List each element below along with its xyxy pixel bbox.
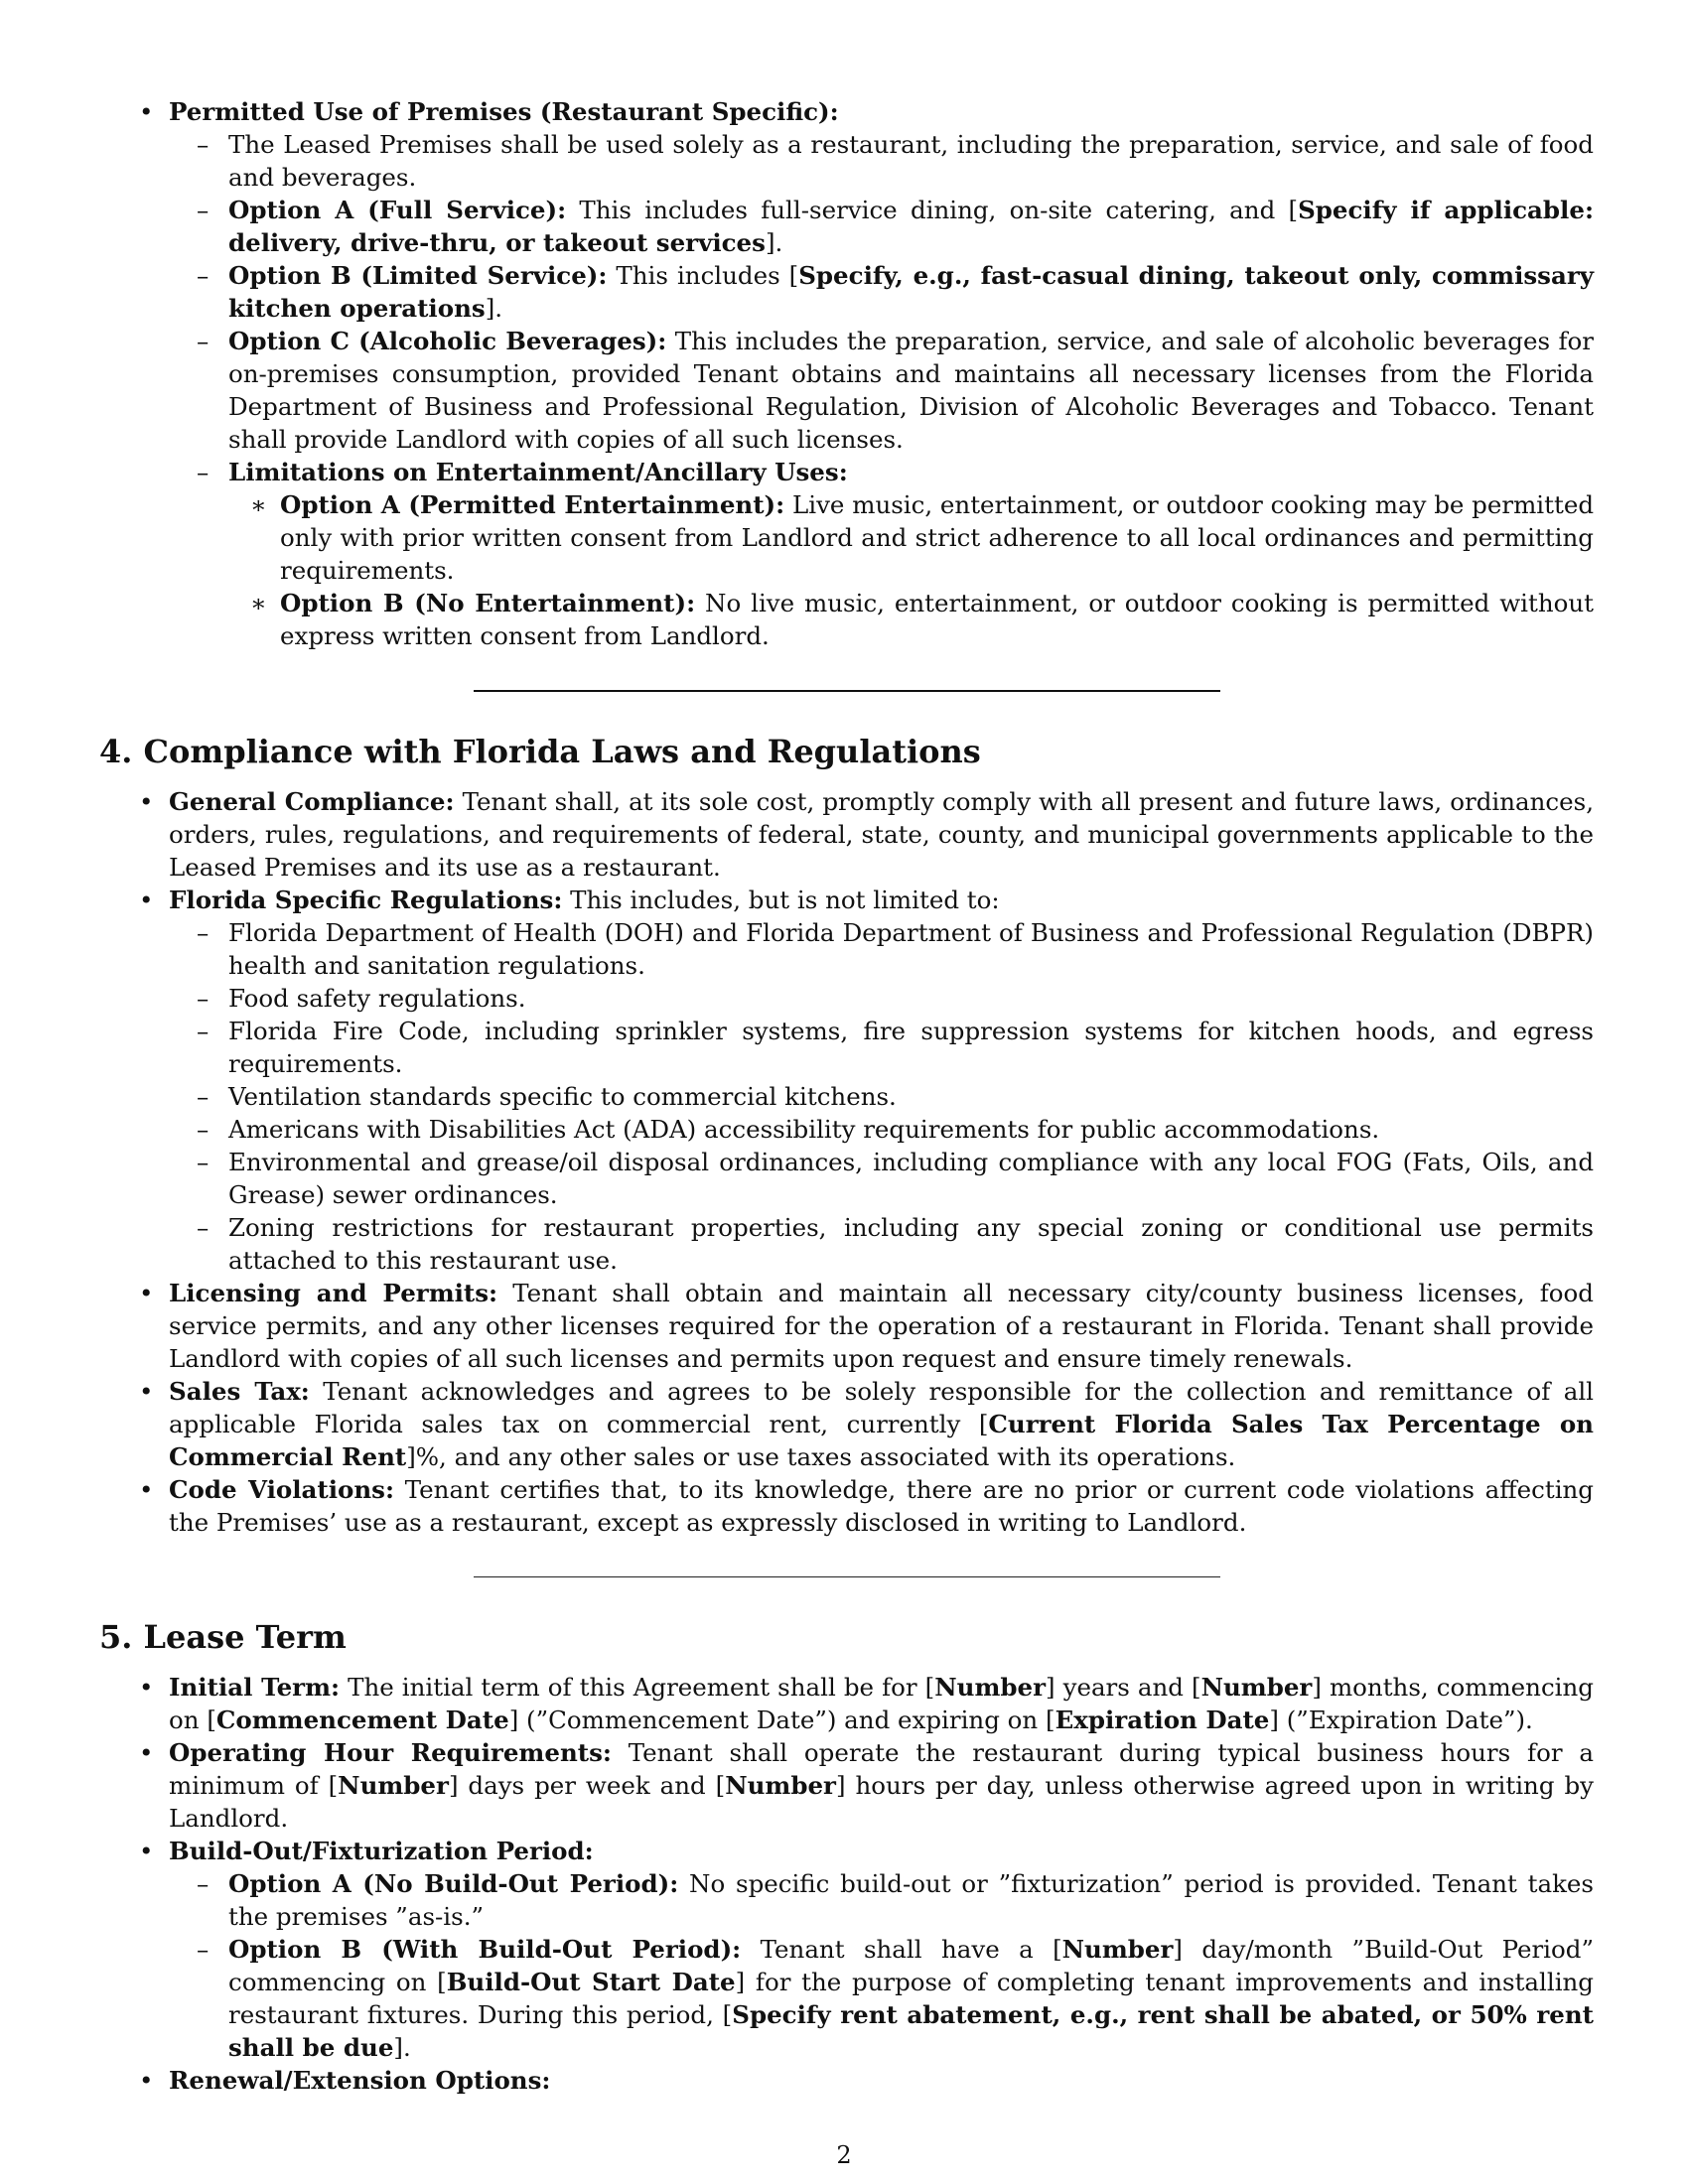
list-item — [169, 1113, 1594, 1146]
section-heading-compliance: 4. Compliance with Florida Laws and Regulations — [99, 733, 981, 770]
bullet-icon: • — [139, 1738, 154, 1767]
list-item — [169, 1080, 1594, 1113]
item-text: No specific build-out or ”fixturization” period is provided. Tenant takes the premises ”as-is.” — [228, 1869, 1594, 1931]
asterisk-icon: ∗ — [250, 490, 267, 519]
list-item-option-a — [169, 194, 1594, 259]
dash-icon: – — [197, 196, 210, 224]
bullet-icon: • — [139, 1279, 154, 1307]
placeholder-field: Number — [725, 1771, 836, 1800]
item-text: ] days per week and [ — [448, 1771, 726, 1800]
item-text: ] day/month ”Build-Out Period” commencing on [ — [228, 1935, 1594, 1996]
item-text: This includes the preparation, service, and sale of alcoholic beverages for on-premises consumption, provided Tenant obtains and maintains all necessary licenses from the Florida Department of Business and Professional Regulation, Division of Alcoholic Beverages and Tobacco. Tenant shall provide Landlord with copies of all such licenses. — [228, 327, 1595, 454]
placeholder-field: Specify, e.g., fast-casual dining, takeout only, commissary kitchen operations — [228, 261, 1594, 323]
list-item — [169, 916, 1594, 982]
permitted-use-sublist — [169, 128, 1594, 652]
dash-icon: – — [197, 918, 210, 947]
placeholder-field: Commencement Date — [215, 1706, 509, 1734]
bullet-icon: • — [139, 97, 154, 126]
item-text: ]. — [765, 228, 783, 257]
item-label: Limitations on Entertainment/Ancillary Uses: — [228, 458, 848, 486]
item-text: ] hours per day, unless otherwise agreed upon in writing by Landlord. — [169, 1771, 1594, 1833]
list-item-initial-term — [99, 1671, 1594, 1736]
item-text: No live music, entertainment, or outdoor cooking is permitted without express written consent from Landlord. — [280, 589, 1595, 650]
dash-icon: – — [197, 1148, 210, 1176]
item-text: Florida Fire Code, including sprinkler systems, fire suppression systems for kitchen hoods, and egress requirements. — [228, 1017, 1594, 1078]
list-item-entertainment-a — [228, 488, 1594, 587]
list-item — [169, 982, 1594, 1015]
item-label: Operating Hour Requirements: — [169, 1738, 612, 1767]
section3-list — [99, 95, 1594, 652]
placeholder-field: Specify rent abatement, e.g., rent shall be abated, or 50% rent shall be due — [228, 2000, 1594, 2062]
placeholder-field: Current Florida Sales Tax Percentage on Commercial Rent — [169, 1410, 1594, 1471]
section-heading-lease-term: 5. Lease Term — [99, 1618, 347, 1656]
item-label: General Compliance: — [169, 787, 455, 816]
item-text: ] years and [ — [1046, 1673, 1201, 1702]
list-item — [169, 128, 1594, 194]
list-item — [169, 1146, 1594, 1211]
florida-regulations-sublist — [169, 916, 1594, 1277]
item-text: Tenant shall, at its sole cost, promptly comply with all present and future laws, ordinances, orders, rules, regulations, and requirements of federal, state, county, and municipal governments applicable to the Leased Premises and its use as a restaurant. — [169, 787, 1594, 882]
build-out-sublist — [169, 1867, 1594, 2064]
item-label: Licensing and Permits: — [169, 1279, 498, 1307]
item-text: This includes, but is not limited to: — [562, 886, 1000, 914]
item-label: Option B (Limited Service): — [228, 261, 608, 290]
item-text: Ventilation standards specific to commercial kitchens. — [228, 1082, 897, 1111]
bullet-icon: • — [139, 886, 154, 914]
bullet-icon: • — [139, 1837, 154, 1865]
item-text: This includes [ — [607, 261, 799, 290]
dash-icon: – — [197, 261, 210, 290]
dash-icon: – — [197, 130, 210, 159]
item-text: Live music, entertainment, or outdoor cooking may be permitted only with prior written consent from Landlord and strict adherence to all local ordinances and permitting requirements. — [280, 490, 1595, 585]
item-text: Tenant shall have a [ — [741, 1935, 1062, 1964]
dash-icon: – — [197, 1115, 210, 1144]
item-text: The Leased Premises shall be used solely as a restaurant, including the preparation, service, and sale of food and beverages. — [228, 130, 1594, 192]
list-item — [169, 1211, 1594, 1277]
placeholder-field: Number — [1061, 1935, 1174, 1964]
list-item-build-out-b — [169, 1933, 1594, 2064]
list-item-build-out — [99, 1835, 1594, 2064]
list-item-renewal — [99, 2064, 1594, 2097]
page-number: 2 — [836, 2141, 852, 2169]
item-text: ] months, commencing on [ — [169, 1673, 1594, 1734]
item-text: ] (”Commencement Date”) and expiring on [ — [508, 1706, 1055, 1734]
item-text: Tenant shall obtain and maintain all necessary city/county business licenses, food service permits, and any other licenses required for the operation of a restaurant in Florida. Tenant shall provide Landlord with copies of all such licenses and permits upon request and ensure timely renewals. — [169, 1279, 1594, 1373]
item-text: Tenant certifies that, to its knowledge, there are no prior or current code violations affecting the Premises’ use as a restaurant, except as expressly disclosed in writing to Landlord. — [169, 1475, 1594, 1537]
item-text: ]. — [393, 2033, 411, 2062]
list-item-licensing — [99, 1277, 1594, 1375]
section-divider — [474, 1576, 1220, 1577]
bullet-icon: • — [139, 1475, 154, 1504]
dash-icon: – — [197, 1082, 210, 1111]
item-label: Code Violations: — [169, 1475, 395, 1504]
limitations-sublist — [228, 488, 1594, 652]
dash-icon: – — [197, 458, 210, 486]
item-label: Renewal/Extension Options: — [169, 2066, 551, 2095]
list-item-permitted-use — [99, 95, 1594, 652]
dash-icon: – — [197, 1935, 210, 1964]
list-item-limitations — [169, 456, 1594, 652]
item-label: Option C (Alcoholic Beverages): — [228, 327, 667, 355]
item-label: Sales Tax: — [169, 1377, 310, 1406]
list-item-entertainment-b — [228, 587, 1594, 652]
placeholder-field: Expiration Date — [1055, 1706, 1270, 1734]
list-item-florida-regulations — [99, 884, 1594, 1277]
item-label: Option B (With Build-Out Period): — [228, 1935, 742, 1964]
item-label: Option A (No Build-Out Period): — [228, 1869, 679, 1898]
item-text: Food safety regulations. — [228, 984, 526, 1013]
list-item-general-compliance — [99, 785, 1594, 884]
list-item-operating-hours — [99, 1736, 1594, 1835]
item-label: Build-Out/Fixturization Period: — [169, 1837, 594, 1865]
item-text: ] (”Expiration Date”). — [1269, 1706, 1533, 1734]
section-divider — [474, 690, 1220, 692]
asterisk-icon: ∗ — [250, 589, 267, 617]
placeholder-field: Number — [1200, 1673, 1313, 1702]
section5-list — [99, 1671, 1594, 2097]
dash-icon: – — [197, 327, 210, 355]
item-text: Americans with Disabilities Act (ADA) accessibility requirements for public accommodations. — [228, 1115, 1380, 1144]
item-text: ]%, and any other sales or use taxes associated with its operations. — [406, 1442, 1236, 1471]
dash-icon: – — [197, 1017, 210, 1045]
list-item-sales-tax — [99, 1375, 1594, 1473]
item-text: This includes full-service dining, on-site catering, and [ — [566, 196, 1299, 224]
list-item — [169, 1015, 1594, 1080]
item-label: Initial Term: — [169, 1673, 341, 1702]
item-label: Option B (No Entertainment): — [280, 589, 696, 617]
item-text: ] for the purpose of completing tenant improvements and installing restaurant fixtures. During this period, [ — [228, 1968, 1594, 2029]
list-item-option-c — [169, 325, 1594, 456]
dash-icon: – — [197, 1213, 210, 1242]
dash-icon: – — [197, 1869, 210, 1898]
bullet-icon: • — [139, 787, 154, 816]
item-label: Option A (Permitted Entertainment): — [280, 490, 785, 519]
list-item-option-b — [169, 259, 1594, 325]
item-text: Zoning restrictions for restaurant properties, including any special zoning or conditional use permits attached to this restaurant use. — [228, 1213, 1594, 1275]
list-item-code-violations — [99, 1473, 1594, 1539]
bullet-icon: • — [139, 2066, 154, 2095]
item-text: Environmental and grease/oil disposal ordinances, including compliance with any local FOG (Fats, Oils, and Grease) sewer ordinances. — [228, 1148, 1594, 1209]
item-label: Permitted Use of Premises (Restaurant Specific): — [169, 97, 839, 126]
item-text: The initial term of this Agreement shall be for [ — [340, 1673, 935, 1702]
item-label: Option A (Full Service): — [228, 196, 567, 224]
bullet-icon: • — [139, 1377, 154, 1406]
bullet-icon: • — [139, 1673, 154, 1702]
placeholder-field: Number — [338, 1771, 449, 1800]
item-text: Tenant shall operate the restaurant during typical business hours for a minimum of [ — [169, 1738, 1594, 1800]
item-text: ]. — [485, 294, 503, 323]
placeholder-field: Specify if applicable: delivery, drive-thru, or takeout services — [228, 196, 1594, 257]
placeholder-field: Build-Out Start Date — [446, 1968, 736, 1996]
item-label: Florida Specific Regulations: — [169, 886, 563, 914]
item-text: Tenant acknowledges and agrees to be solely responsible for the collection and remittance of all applicable Florida sales tax on commercial rent, currently [ — [169, 1377, 1594, 1438]
item-text: Florida Department of Health (DOH) and Florida Department of Business and Professional Regulation (DBPR) health and sanitation regulations. — [228, 918, 1594, 980]
dash-icon: – — [197, 984, 210, 1013]
section4-list — [99, 785, 1594, 1539]
page-content — [99, 95, 1594, 2097]
list-item-build-out-a — [169, 1867, 1594, 1933]
placeholder-field: Number — [934, 1673, 1046, 1702]
